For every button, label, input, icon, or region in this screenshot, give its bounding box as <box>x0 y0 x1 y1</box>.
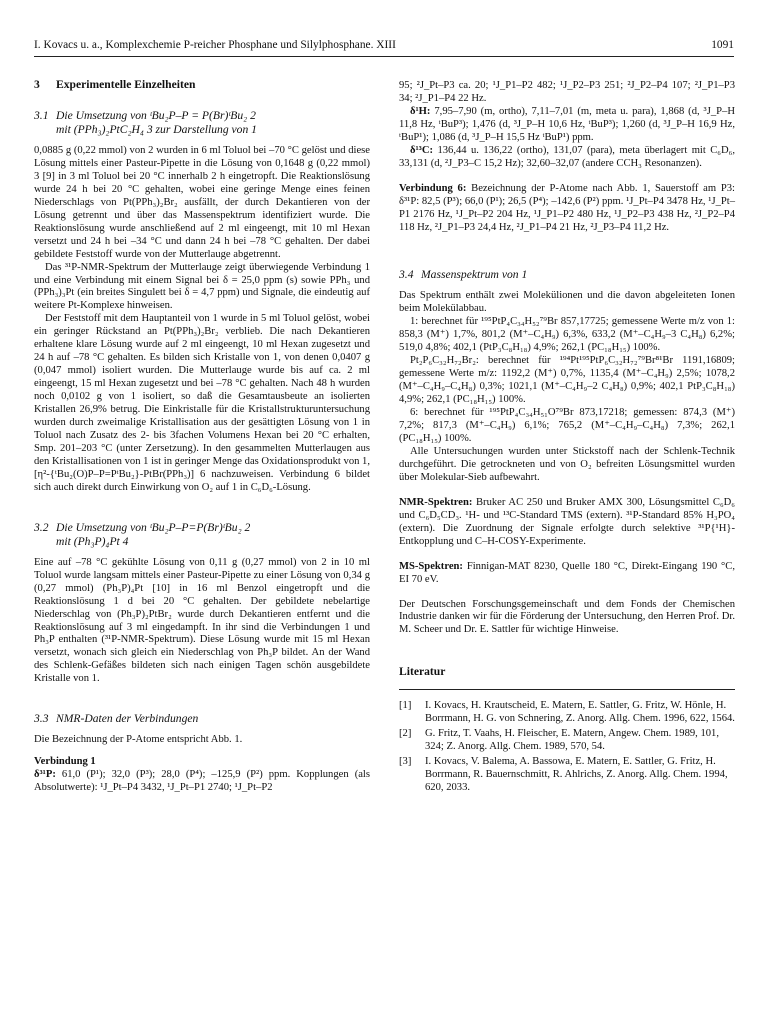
subsection-number: 3.2 <box>34 520 49 534</box>
subsection-title-line2: mit (Ph₃P)₄Pt 4 <box>56 534 129 548</box>
subsection-number: 3.3 <box>34 712 49 726</box>
compound-6-values: Bezeichnung der P-Atome nach Abb. 1, Sauerstoff am P3: δ³¹P: 82,5 (P³); 66,0 (P¹); 26,5 (P⁴); –142,6 (P²) ppm. ¹J_Pt–P4 3478 Hz, ¹J_Pt–P1 2176 Hz, ¹J_Pt–P2 204 Hz, ¹J_P1–P2 480 Hz, ¹J_P2–P3 438 Hz, ²J_P2–P4 118 Hz, ²J_P1–P3 24,4 Hz, ²J_P1–P4 21 Hz, ²J_P3–P4 11,2 Hz. <box>399 182 735 233</box>
right-column <box>399 80 735 797</box>
nmr-instrument <box>399 497 735 549</box>
references-rule <box>399 689 735 690</box>
paragraph: Eine auf –78 °C gekühlte Lösung von 0,11 g (0,27 mmol) von 2 in 10 ml Toluol wurde langsam mittels einer Pasteur-Pipette zu einer Lösung von 0,34 g (0,27 mmol) (Ph₃P)₄Pt [10] in 16 ml Benzol eingetropft und die Reaktionslösung 1 d bei 20 °C gehalten. Der gebildete nebelartige Niederschlag von (Ph₃P)₂PtBr₂ wurde durch Dekantieren entfernt und die Reaktionslösung auf 3 ml eingedampft. In ihr sind die Verbindungen 1 und Ph₃P enthalten (³¹P-NMR-Spektrum). Diese Lösung wurde mit 15 ml Hexan versetzt, wonach sich gleich ein Niederschlag von Ph₃P bildet. An der Wand des Schlenk-Gefäßes bildeten sich nach einigen Tagen schön ausgebildete Kristalle von 1. <box>34 556 370 685</box>
paragraph: Das Spektrum enthält zwei Molekülionen und die davon abgeleiteten Ionen beim Molekülabbau. <box>399 290 735 315</box>
reference-number: [3] <box>399 756 412 768</box>
ms-compound-dimer: Pt₂P₆C₃₂H₇₂Br₂: berechnet für ¹⁹⁴Pt¹⁹⁵PtP₆C₃₂H₇₂⁷⁹Br⁸¹Br 1191,16809; gemessene Werte m/z: 1192,2 (M⁺) 0,7%, 1135,4 (M⁺–C₄H₉) 2,5%; 1078,2 (M⁺–C₄H₉–C₄H₈) 0,3%; 1021,1 (M⁺–C₄H₉–2 C₄H₈) 0,9%; 402,1 PtP₃C₈H₁₈) 4,9%; 262,1 (PC₁₈H₁₅) 100%. <box>399 355 735 406</box>
nmr-spectra-label: NMR-Spektren: <box>399 496 473 508</box>
section-title: Experimentelle Einzelheiten <box>56 78 196 91</box>
reference-item <box>399 700 735 726</box>
running-title: I. Kovacs u. a., Komplexchemie P-reicher Phosphane und Silylphosphane. XIII <box>34 39 396 51</box>
c13-values: 136,44 u. 136,22 (ortho), 131,07 (para), meta überlagert mit C₆D₆, 33,131 (d, ²J_P3–C 15,2 Hz); 32,60–32,07 (andere CCH₃ Resonanzen). <box>399 144 735 169</box>
ms-spectra-text: Finnigan-MAT 8230, Quelle 180 °C, Direkt-Eingang 190 °C, EI 70 eV. <box>399 560 735 585</box>
subsection-title-line1: Die Umsetzung von ᵗBu₂P–P=P(Br)ᵗBu₂ 2 <box>56 520 251 534</box>
page-number: 1091 <box>711 39 734 51</box>
paragraph: Die Bezeichnung der P-Atome entspricht Abb. 1. <box>34 734 243 746</box>
spacer <box>34 495 370 521</box>
nmr-data <box>34 769 370 795</box>
left-column <box>34 78 370 795</box>
paragraph: 0,0885 g (0,22 mmol) von 2 wurden in 6 ml Toluol bei –70 °C gelöst und diese Lösung mittels einer Pasteur-Pipette in die Lösung von 0,1648 g (0,22 mmol) 3 [9] in 3 ml Toluol bei 20 °C innerhalb 2 h eingetropft. Die Reaktionslösung wurde 24 h bei 20 °C gehalten, wobei eine geringe Menge eines feinen Niederschlags von Pt(PPh₃)₂Br₂ ausfällt, der durch Dekantieren von der Lösung getrennt und über das Massenspektrum identifiziert wurde. Die Reaktionslösung wurde anschließend auf 2 ml eingeengt, mit 10 ml Hexan versetzt und 24 h bei –34 °C und dann 24 h bei –78 °C gehalten. Der dabei gebildete Feststoff wurde von der Mutterlauge abgetrennt. <box>34 145 370 260</box>
section-heading <box>34 78 370 92</box>
h1-values: 7,95–7,90 (m, ortho), 7,11–7,01 (m, meta u. para), 1,868 (d, ³J_P–H 11,8 Hz, ᵗBuP³); 1,476 (d, ³J_P–H 10,6 Hz, ᵗBuP³); 1,260 (d, ³J_P–H 16,9 Hz, ᵗBuP¹); 1,086 (d, ³J_P–H 15,5 Hz ᵗBuP¹) ppm. <box>399 105 735 143</box>
coupling-continuation: 95; ²J_Pt–P3 ca. 20; ¹J_P1–P2 482; ¹J_P2–P3 251; ²J_P2–P4 107; ²J_P1–P3 34; ²J_P1–P4 22 Hz. <box>399 80 735 104</box>
subsection-title-line2: mit (PPh₃)₂PtC₂H₄ 3 zur Darstellung von 1 <box>56 123 257 136</box>
spacer <box>399 587 735 599</box>
spacer <box>399 171 735 183</box>
reference-number: [1] <box>399 700 412 712</box>
subsection-title: Massenspektrum von 1 <box>421 268 528 282</box>
paragraph: Der Feststoff mit dem Hauptanteil von 1 wurde in 5 ml Toluol gelöst, wobei ein geringer Rückstand an Pt(PPh₃)₂Br₂ verblieb. Die nach Dekantieren erhaltene klare Lösung wurde auf 2 ml eingeengt, 10 ml Hexan zugesetzt und 24 h auf –78 °C gehalten. Es bilden sich Kristalle von 1, von denen 0,0407 g (0,047 mmol) isoliert wurden. Die Mutterlauge wurde bis auf ca. 2 ml eingeengt, 15 ml Hexan zugesetzt und bei –78 °C gehalten. Nach 48 h wurden noch 0,0102 g von 1 isoliert, so daß die Gesamtausbeute an isolierten Kristallen 26,9% betrug. Die Einkristalle für die Kristallstrukturuntersuchung wurden durch zweimalige Kristallisation aus der gesättigten Lösung von 1 in Toluol nach Zusatz des 2- bis 3fachen Volumens Hexan bei 20 °C erhalten, Smp. 201–203 °C (unter Zersetzung). In den gesammelten Mutterlaugen aus den Kristallisationen von 1 ist in geringer Menge das Oxidationsprodukt von 1, [η²-{ᵗBu₂(O)P–P=PᵗBu₂}-PtBr(PPh₃)] 6 nachzuweisen. Verbindung 6 bildet sich auch direkt durch Einwirkung von O₂ auf 1 in C₆D₆-Lösung. <box>34 313 371 493</box>
compound-6-data <box>399 183 735 235</box>
compound-6-label: Verbindung 6: <box>399 182 467 194</box>
subsection-number: 3.1 <box>34 109 49 122</box>
ms-spectra-label: MS-Spektren: <box>399 560 463 572</box>
subsection-3-3-heading <box>34 712 370 726</box>
reference-number: [2] <box>399 728 412 740</box>
nmr-spectra-text: Bruker AC 250 und Bruker AMX 300, Lösungsmittel C₆D₆ und C₆D₅CD₃. ¹H- und ¹³C-Standard TMS (extern). ³¹P-Standard 85% H₃PO₄ (extern). Die Zuordnung der Signale erfolgte durch selektive ³¹P{¹H}-Entkopplung und C–H-COSY-Experimente. <box>399 496 735 547</box>
compound-label: Verbindung 1 <box>34 756 96 768</box>
subsection-3-1-heading <box>34 109 370 137</box>
reference-list <box>399 700 735 795</box>
subsection-3-4-heading <box>399 268 735 282</box>
running-header <box>34 38 734 52</box>
h1-label: δ¹H: <box>410 105 431 117</box>
reference-item <box>399 756 735 795</box>
ms-compound-1: 1: berechnet für ¹⁹⁵PtP₄C₃₄H₅₂⁷⁹Br 857,17725; gemessene Werte m/z von 1: 858,3 (M⁺) 1,7%, 801,2 (M⁺–C₄H₉) 6,3%, 633,2 (M⁺–C₄H₉–3 C₄H₈) 6,2%; 519,0 4,8%; 402,1 (PtP₃C₈H₁₈) 4,9%; 262,1 (PC₁₈H₁₅) 100%. <box>399 316 735 354</box>
subsection-3-2-heading <box>34 521 370 549</box>
reference-text: G. Fritz, T. Vaahs, H. Fleischer, E. Matern, Angew. Chem. 1989, 101, 324; Z. Anorg. Allg. Chem. 1989, 570, 54. <box>425 728 720 753</box>
paragraph: Das ³¹P-NMR-Spektrum der Mutterlauge zeigt überwiegende Verbindung 1 und eine Verbindung mit einem Signal bei δ = 25,0 ppm (s) sowie PPh₃ und (PPh₃)₃Pt (ein breites Singulett bei δ = 4,7 ppm) und Signale, die eindeutig auf weitere Pt-Komplexe hinweisen. <box>34 261 370 312</box>
section-number: 3 <box>34 78 40 91</box>
reference-text: I. Kovacs, H. Krautscheid, E. Matern, E. Sattler, G. Fritz, W. Hönle, H. Borrmann, H. G. von Schnering, Z. Anorg. Allg. Chem. 1996, 622, 1564. <box>425 700 735 725</box>
paragraph: Alle Untersuchungen wurden unter Stickstoff nach der Schlenk-Technik durchgeführt. Die getrockneten und von O₂ befreiten Lösungsmittel wurden über Molekular-Sieb aufbewahrt. <box>399 445 735 483</box>
spacer <box>399 549 735 561</box>
reference-item <box>399 728 735 754</box>
acknowledgement: Der Deutschen Forschungsgemeinschaft und dem Fonds der Chemischen Industrie danken wir für die Förderung der Untersuchung, den Herren Prof. Dr. M. Scheer und Dr. E. Sattler für wichtige Hinweise. <box>399 598 735 636</box>
header-rule <box>34 56 734 57</box>
subsection-title: NMR-Daten der Verbindungen <box>56 712 199 726</box>
ms-instrument <box>399 561 735 587</box>
references-heading: Literatur <box>399 665 446 679</box>
c13-nmr-data <box>399 145 735 171</box>
subsection-title-line1: Die Umsetzung von ᵗBu₂P–P = P(Br)ᵗBu₂ 2 <box>56 109 256 122</box>
reference-text: I. Kovacs, V. Balema, A. Bassowa, E. Matern, E. Sattler, G. Fritz, H. Borrmann, R. Bauernschmitt, R. Ahlrichs, Z. Anorg. Allg. Chem. 1994, 620, 2033. <box>425 756 728 794</box>
nmr-data-label: δ³¹P: <box>34 769 56 781</box>
h1-nmr-data <box>399 106 735 145</box>
nmr-data-values: 61,0 (P¹); 32,0 (P³); 28,0 (P⁴); –125,9 (P²) ppm. Kopplungen (als Absolutwerte): ¹J_Pt–P4 3432, ¹J_Pt–P1 2740; ¹J_Pt–P2 <box>34 769 370 794</box>
ms-compound-6: 6: berechnet für ¹⁹⁵PtP₄C₃₄H₅₁O⁷⁹Br 873,17218; gemessen: 874,3 (M⁺) 7,2%; 817,3 (M⁺–C₄H₉) 6,1%; 765,2 (M⁺–C₄H₉–C₄H₈) 7,3%; 262,1 (PC₁₈H₁₅) 100%. <box>399 407 735 444</box>
spacer <box>399 485 735 497</box>
c13-label: δ¹³C: <box>410 144 434 156</box>
spacer <box>34 686 370 712</box>
subsection-number: 3.4 <box>399 268 414 282</box>
